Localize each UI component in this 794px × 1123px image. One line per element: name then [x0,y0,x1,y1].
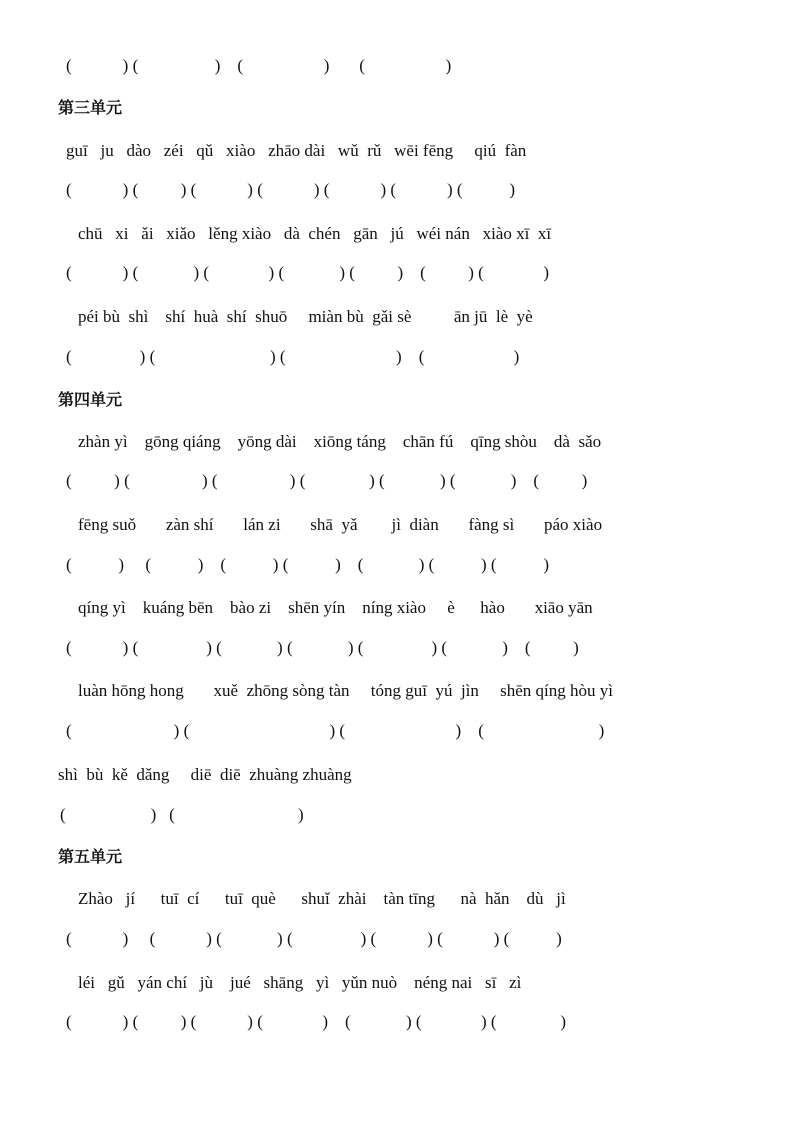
pinyin-row: qíng yì kuáng bēn bào zi shēn yín níng xiào è hào xiāo yān [78,598,593,617]
pinyin-row: shì bù kě dǎng diē diē zhuàng zhuàng [58,765,352,784]
answer-blanks-row: ( ) ( ) [60,805,304,824]
section-heading-unit4: 第四单元 [58,390,123,409]
pinyin-row: léi gǔ yán chí jù jué shāng yì yǔn nuò néng nai sī zì [78,973,522,992]
answer-blanks-row-top: ( ) ( ) ( ) ( ) [66,56,452,75]
answer-blanks-row: ( ) ( ) ( ) ( ) ( ) ( ) ( ) [66,929,562,948]
section-heading-unit5: 第五单元 [58,847,123,866]
answer-blanks-row: ( ) ( ) ( ) ( ) ( ) ( ) ( ) [66,555,550,574]
answer-blanks-row: ( ) ( ) ( ) ( ) ( ) ( ) ( ) [66,263,550,282]
pinyin-row: fēng suǒ zàn shí lán zi shā yǎ jì diàn fàng sì páo xiào [78,515,603,534]
answer-blanks-row: ( ) ( ) ( ) ( ) [66,721,605,740]
pinyin-row: Zhào jí tuī cí tuī què shuǐ zhài tàn tīng nà hǎn dù jì [78,889,566,908]
section-heading-unit3: 第三单元 [58,98,123,117]
pinyin-row: luàn hōng hong xuě zhōng sòng tàn tóng guī yú jìn shēn qíng hòu yì [78,681,613,700]
answer-blanks-row: ( ) ( ) ( ) ( ) ( ) ( ) ( ) [66,638,579,657]
answer-blanks-row: ( ) ( ) ( ) ( ) ( ) ( ) ( ) [66,180,516,199]
pinyin-row: chū xi ǎi xiǎo lěng xiào dà chén gān jú wéi nán xiào xī xī [78,224,552,243]
pinyin-row: guī ju dào zéi qǔ xiào zhāo dài wǔ rǔ wēi fēng qiú fàn [66,141,527,160]
answer-blanks-row: ( ) ( ) ( ) ( ) ( ) ( ) ( ) [66,1012,567,1031]
answer-blanks-row: ( ) ( ) ( ) ( ) ( ) ( ) ( ) [66,471,588,490]
pinyin-row: zhàn yì gōng qiáng yōng dài xiōng táng chān fú qīng shòu dà sǎo [78,432,602,451]
pinyin-row: péi bù shì shí huà shí shuō miàn bù gǎi sè ān jū lè yè [78,307,533,326]
answer-blanks-row: ( ) ( ) ( ) ( ) [66,347,520,366]
